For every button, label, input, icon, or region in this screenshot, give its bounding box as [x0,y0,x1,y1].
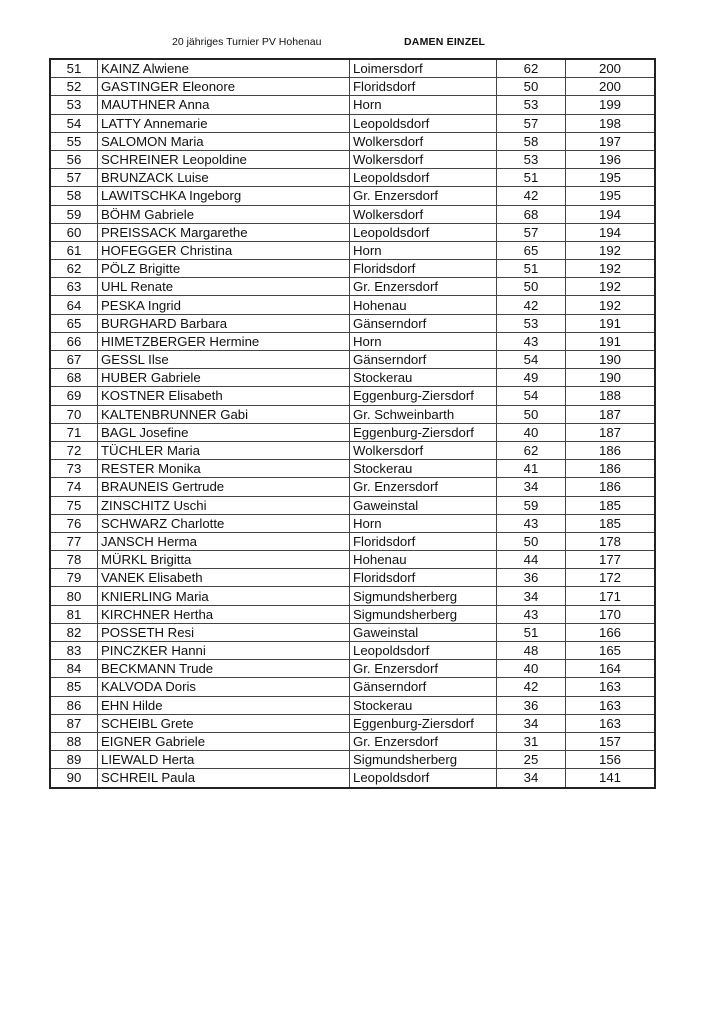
score-cell: 156 [566,751,656,769]
player-name-cell: LATTY Annemarie [98,114,350,132]
club-cell: Leopoldsdorf [350,769,497,788]
table-row [50,496,655,514]
club-cell: Eggenburg-Ziersdorf [350,387,497,405]
player-name-cell: BÖHM Gabriele [98,205,350,223]
games-cell: 42 [497,678,566,696]
games-cell: 54 [497,351,566,369]
rank-cell: 58 [50,187,98,205]
club-cell: Leopoldsdorf [350,169,497,187]
table-row [50,132,655,150]
table-row [50,78,655,96]
club-cell: Floridsdorf [350,569,497,587]
rank-cell: 54 [50,114,98,132]
rank-cell: 81 [50,605,98,623]
table-row [50,96,655,114]
rank-cell: 66 [50,332,98,350]
table-row [50,605,655,623]
games-cell: 51 [497,169,566,187]
player-name-cell: SCHEIBL Grete [98,714,350,732]
club-cell: Horn [350,332,497,350]
games-cell: 57 [497,223,566,241]
player-name-cell: PINCZKER Hanni [98,642,350,660]
table-row [50,587,655,605]
table-row [50,205,655,223]
table-row [50,696,655,714]
club-cell: Hohenau [350,551,497,569]
club-cell: Stockerau [350,369,497,387]
rank-cell: 71 [50,423,98,441]
score-cell: 194 [566,223,656,241]
table-row [50,296,655,314]
rank-cell: 83 [50,642,98,660]
score-cell: 192 [566,296,656,314]
games-cell: 65 [497,241,566,259]
table-row [50,351,655,369]
rank-cell: 86 [50,696,98,714]
player-name-cell: GASTINGER Eleonore [98,78,350,96]
player-name-cell: SCHREINER Leopoldine [98,150,350,168]
games-cell: 34 [497,478,566,496]
table-row [50,514,655,532]
score-cell: 186 [566,478,656,496]
games-cell: 40 [497,660,566,678]
rank-cell: 53 [50,96,98,114]
rank-cell: 75 [50,496,98,514]
player-name-cell: BURGHARD Barbara [98,314,350,332]
club-cell: Leopoldsdorf [350,223,497,241]
club-cell: Gr. Enzersdorf [350,478,497,496]
score-cell: 185 [566,514,656,532]
score-cell: 163 [566,696,656,714]
rank-cell: 57 [50,169,98,187]
player-name-cell: MÜRKL Brigitta [98,551,350,569]
club-cell: Wolkersdorf [350,205,497,223]
games-cell: 42 [497,296,566,314]
table-row [50,314,655,332]
rank-cell: 79 [50,569,98,587]
player-name-cell: EHN Hilde [98,696,350,714]
player-name-cell: VANEK Elisabeth [98,569,350,587]
games-cell: 59 [497,496,566,514]
rank-cell: 63 [50,278,98,296]
score-cell: 166 [566,623,656,641]
club-cell: Leopoldsdorf [350,114,497,132]
player-name-cell: RESTER Monika [98,460,350,478]
page-header [0,36,724,50]
club-cell: Leopoldsdorf [350,642,497,660]
table-row [50,223,655,241]
games-cell: 36 [497,696,566,714]
club-cell: Gr. Schweinbarth [350,405,497,423]
games-cell: 49 [497,369,566,387]
table-row [50,660,655,678]
rank-cell: 72 [50,441,98,459]
player-name-cell: SCHWARZ Charlotte [98,514,350,532]
games-cell: 53 [497,96,566,114]
score-cell: 199 [566,96,656,114]
score-cell: 157 [566,732,656,750]
score-cell: 170 [566,605,656,623]
score-cell: 163 [566,678,656,696]
club-cell: Gaweinstal [350,623,497,641]
score-cell: 192 [566,241,656,259]
score-cell: 177 [566,551,656,569]
table-row [50,423,655,441]
score-cell: 190 [566,351,656,369]
rank-cell: 87 [50,714,98,732]
games-cell: 43 [497,332,566,350]
player-name-cell: KNIERLING Maria [98,587,350,605]
club-cell: Stockerau [350,460,497,478]
score-cell: 163 [566,714,656,732]
club-cell: Wolkersdorf [350,132,497,150]
club-cell: Eggenburg-Ziersdorf [350,714,497,732]
player-name-cell: LAWITSCHKA Ingeborg [98,187,350,205]
table-row [50,478,655,496]
player-name-cell: SALOMON Maria [98,132,350,150]
player-name-cell: TÜCHLER Maria [98,441,350,459]
table-row [50,732,655,750]
player-name-cell: BRAUNEIS Gertrude [98,478,350,496]
table-row [50,114,655,132]
rank-cell: 51 [50,59,98,78]
table-row [50,150,655,168]
score-cell: 195 [566,169,656,187]
score-cell: 187 [566,405,656,423]
club-cell: Sigmundsherberg [350,587,497,605]
club-cell: Sigmundsherberg [350,751,497,769]
score-cell: 191 [566,314,656,332]
table-row [50,678,655,696]
player-name-cell: KIRCHNER Hertha [98,605,350,623]
table-row [50,642,655,660]
games-cell: 51 [497,623,566,641]
games-cell: 53 [497,150,566,168]
results-table [49,58,656,789]
score-cell: 186 [566,460,656,478]
table-row [50,551,655,569]
table-row [50,769,655,788]
score-cell: 164 [566,660,656,678]
games-cell: 42 [497,187,566,205]
score-cell: 200 [566,78,656,96]
games-cell: 25 [497,751,566,769]
rank-cell: 68 [50,369,98,387]
games-cell: 62 [497,441,566,459]
rank-cell: 74 [50,478,98,496]
rank-cell: 60 [50,223,98,241]
games-cell: 41 [497,460,566,478]
score-cell: 178 [566,532,656,550]
club-cell: Gr. Enzersdorf [350,732,497,750]
games-cell: 34 [497,587,566,605]
club-cell: Floridsdorf [350,532,497,550]
table-row [50,714,655,732]
score-cell: 186 [566,441,656,459]
player-name-cell: GESSL Ilse [98,351,350,369]
rank-cell: 62 [50,260,98,278]
player-name-cell: ZINSCHITZ Uschi [98,496,350,514]
rank-cell: 69 [50,387,98,405]
rank-cell: 55 [50,132,98,150]
table-row [50,751,655,769]
score-cell: 187 [566,423,656,441]
club-cell: Sigmundsherberg [350,605,497,623]
player-name-cell: HUBER Gabriele [98,369,350,387]
player-name-cell: KAINZ Alwiene [98,59,350,78]
rank-cell: 52 [50,78,98,96]
rank-cell: 84 [50,660,98,678]
score-cell: 185 [566,496,656,514]
player-name-cell: EIGNER Gabriele [98,732,350,750]
table-row [50,441,655,459]
rank-cell: 78 [50,551,98,569]
club-cell: Gänserndorf [350,678,497,696]
club-cell: Wolkersdorf [350,150,497,168]
rank-cell: 73 [50,460,98,478]
table-row [50,187,655,205]
club-cell: Loimersdorf [350,59,497,78]
player-name-cell: MAUTHNER Anna [98,96,350,114]
games-cell: 40 [497,423,566,441]
club-cell: Wolkersdorf [350,441,497,459]
games-cell: 48 [497,642,566,660]
score-cell: 196 [566,150,656,168]
score-cell: 194 [566,205,656,223]
player-name-cell: BRUNZACK Luise [98,169,350,187]
table-row [50,169,655,187]
club-cell: Stockerau [350,696,497,714]
rank-cell: 90 [50,769,98,788]
games-cell: 36 [497,569,566,587]
score-cell: 190 [566,369,656,387]
player-name-cell: LIEWALD Herta [98,751,350,769]
games-cell: 51 [497,260,566,278]
games-cell: 43 [497,605,566,623]
table-row [50,460,655,478]
club-cell: Gaweinstal [350,496,497,514]
club-cell: Gr. Enzersdorf [350,660,497,678]
table-row [50,387,655,405]
club-cell: Gr. Enzersdorf [350,187,497,205]
table-row [50,369,655,387]
rank-cell: 77 [50,532,98,550]
rank-cell: 64 [50,296,98,314]
rank-cell: 80 [50,587,98,605]
score-cell: 192 [566,260,656,278]
games-cell: 68 [497,205,566,223]
table-row [50,532,655,550]
games-cell: 57 [497,114,566,132]
score-cell: 198 [566,114,656,132]
club-cell: Hohenau [350,296,497,314]
table-row [50,569,655,587]
score-cell: 197 [566,132,656,150]
games-cell: 43 [497,514,566,532]
score-cell: 195 [566,187,656,205]
games-cell: 62 [497,59,566,78]
rank-cell: 65 [50,314,98,332]
player-name-cell: KALVODA Doris [98,678,350,696]
score-cell: 171 [566,587,656,605]
club-cell: Floridsdorf [350,260,497,278]
player-name-cell: POSSETH Resi [98,623,350,641]
rank-cell: 56 [50,150,98,168]
tournament-title: 20 jähriges Turnier PV Hohenau [172,36,322,48]
rank-cell: 61 [50,241,98,259]
score-cell: 141 [566,769,656,788]
table-row [50,260,655,278]
score-cell: 165 [566,642,656,660]
games-cell: 50 [497,78,566,96]
rank-cell: 85 [50,678,98,696]
club-cell: Gänserndorf [350,314,497,332]
player-name-cell: HOFEGGER Christina [98,241,350,259]
category-title: DAMEN EINZEL [404,36,486,48]
player-name-cell: SCHREIL Paula [98,769,350,788]
player-name-cell: KOSTNER Elisabeth [98,387,350,405]
score-cell: 200 [566,59,656,78]
rank-cell: 59 [50,205,98,223]
score-cell: 191 [566,332,656,350]
games-cell: 58 [497,132,566,150]
player-name-cell: PREISSACK Margarethe [98,223,350,241]
results-table-body [50,59,655,788]
player-name-cell: PESKA Ingrid [98,296,350,314]
rank-cell: 67 [50,351,98,369]
rank-cell: 88 [50,732,98,750]
table-row [50,623,655,641]
games-cell: 54 [497,387,566,405]
games-cell: 53 [497,314,566,332]
table-row [50,405,655,423]
rank-cell: 70 [50,405,98,423]
games-cell: 50 [497,278,566,296]
score-cell: 188 [566,387,656,405]
club-cell: Horn [350,241,497,259]
club-cell: Eggenburg-Ziersdorf [350,423,497,441]
games-cell: 50 [497,532,566,550]
player-name-cell: KALTENBRUNNER Gabi [98,405,350,423]
player-name-cell: BAGL Josefine [98,423,350,441]
rank-cell: 82 [50,623,98,641]
club-cell: Horn [350,96,497,114]
player-name-cell: BECKMANN Trude [98,660,350,678]
games-cell: 34 [497,714,566,732]
club-cell: Floridsdorf [350,78,497,96]
club-cell: Gänserndorf [350,351,497,369]
table-row [50,278,655,296]
player-name-cell: HIMETZBERGER Hermine [98,332,350,350]
games-cell: 50 [497,405,566,423]
player-name-cell: JANSCH Herma [98,532,350,550]
score-cell: 192 [566,278,656,296]
table-row [50,332,655,350]
club-cell: Gr. Enzersdorf [350,278,497,296]
games-cell: 31 [497,732,566,750]
score-cell: 172 [566,569,656,587]
table-row [50,59,655,78]
rank-cell: 89 [50,751,98,769]
player-name-cell: UHL Renate [98,278,350,296]
club-cell: Horn [350,514,497,532]
games-cell: 44 [497,551,566,569]
table-row [50,241,655,259]
rank-cell: 76 [50,514,98,532]
games-cell: 34 [497,769,566,788]
player-name-cell: PÖLZ Brigitte [98,260,350,278]
